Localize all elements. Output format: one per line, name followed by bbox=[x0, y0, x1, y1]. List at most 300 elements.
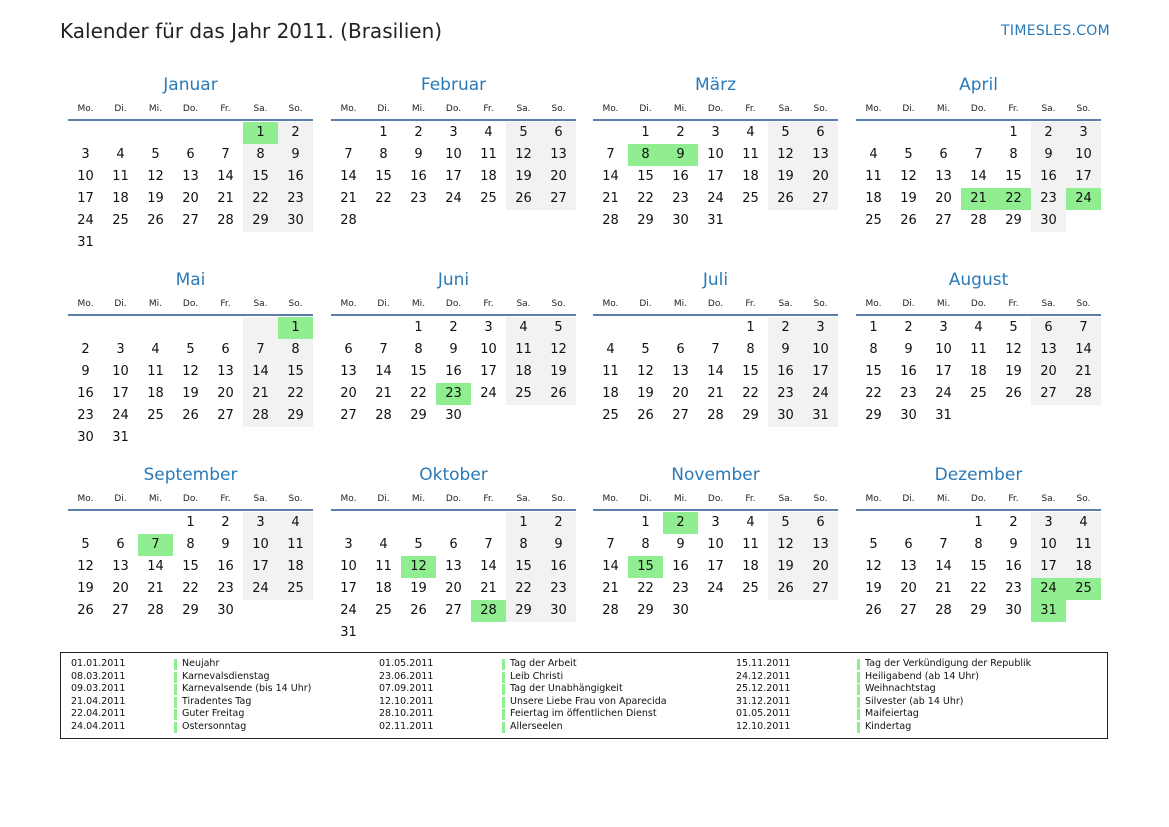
holiday-marker bbox=[502, 672, 505, 683]
day-cell: 20 bbox=[182, 191, 199, 206]
day-cell: 12 bbox=[147, 169, 164, 184]
day-cell: 5 bbox=[414, 537, 423, 552]
week-row bbox=[68, 232, 313, 254]
day-cell: 25 bbox=[480, 191, 497, 206]
empty-cell bbox=[506, 210, 541, 232]
weekday-label: Di. bbox=[114, 494, 127, 504]
day-cell: 6 bbox=[449, 537, 458, 552]
day-cell: 16 bbox=[1005, 559, 1022, 574]
week-row bbox=[593, 339, 838, 361]
day-cell: 31 bbox=[707, 213, 724, 228]
day-cell: 12 bbox=[900, 169, 917, 184]
empty-cell bbox=[366, 317, 401, 339]
empty-cell bbox=[471, 512, 506, 534]
day-cell: 6 bbox=[221, 342, 230, 357]
empty-cell bbox=[803, 210, 838, 232]
week-row bbox=[68, 144, 313, 166]
day-cell: 14 bbox=[935, 559, 952, 574]
week-row bbox=[68, 166, 313, 188]
day-cell: 20 bbox=[340, 386, 357, 401]
day-cell: 14 bbox=[340, 169, 357, 184]
week-row bbox=[593, 144, 838, 166]
day-cell: 11 bbox=[742, 147, 759, 162]
day-cell: 14 bbox=[602, 169, 619, 184]
day-cell: 15 bbox=[243, 166, 278, 188]
week-row bbox=[593, 383, 838, 405]
empty-cell bbox=[68, 317, 103, 339]
holiday-name: Neujahr bbox=[182, 658, 220, 669]
week-row bbox=[68, 405, 313, 427]
holiday-name: Ostersonntag bbox=[182, 720, 247, 732]
day-cell: 22 bbox=[410, 386, 427, 401]
weekday-label: Fr. bbox=[220, 299, 231, 309]
empty-cell bbox=[138, 427, 173, 449]
weekday-label: So. bbox=[288, 494, 303, 504]
day-cell: 31 bbox=[803, 405, 838, 427]
day-cell: 26 bbox=[865, 603, 882, 618]
holiday-entry bbox=[736, 671, 1096, 684]
empty-cell bbox=[996, 405, 1031, 427]
weekday-label: Fr. bbox=[1008, 299, 1019, 309]
weekday-label: Sa. bbox=[253, 494, 268, 504]
day-cell: 6 bbox=[344, 342, 353, 357]
week-row bbox=[593, 166, 838, 188]
day-cell: 16 bbox=[1031, 166, 1066, 188]
weekday-label: Sa. bbox=[1041, 299, 1056, 309]
holiday-entry bbox=[736, 721, 1096, 734]
empty-cell bbox=[593, 317, 628, 339]
week-row bbox=[68, 427, 313, 449]
day-cell: 2 bbox=[904, 320, 913, 335]
holiday-marker bbox=[174, 684, 177, 695]
day-cell: 23 bbox=[768, 383, 803, 405]
day-cell: 26 bbox=[900, 213, 917, 228]
weekday-header bbox=[593, 489, 838, 511]
day-cell: 4 bbox=[484, 125, 493, 140]
holiday-marker bbox=[857, 722, 860, 733]
day-cell: 27 bbox=[112, 603, 129, 618]
day-cell: 15 bbox=[628, 556, 663, 578]
weekday-label: Mo. bbox=[77, 299, 94, 309]
empty-cell bbox=[506, 405, 541, 427]
weekday-label: So. bbox=[551, 299, 566, 309]
empty-cell bbox=[243, 232, 278, 254]
holiday-name: Tag der Arbeit bbox=[510, 658, 577, 669]
weekday-label: Sa. bbox=[1041, 104, 1056, 114]
day-cell: 20 bbox=[803, 166, 838, 188]
empty-cell bbox=[436, 512, 471, 534]
day-cell: 7 bbox=[344, 147, 353, 162]
holiday-legend bbox=[60, 652, 1108, 739]
day-cell: 15 bbox=[742, 364, 759, 379]
day-cell: 23 bbox=[900, 386, 917, 401]
day-cell: 10 bbox=[1031, 534, 1066, 556]
weekday-label: Do. bbox=[182, 104, 199, 114]
day-cell: 24 bbox=[340, 603, 357, 618]
holiday-entry bbox=[736, 683, 1096, 696]
empty-cell bbox=[331, 512, 366, 534]
day-cell: 30 bbox=[77, 430, 94, 445]
day-cell: 18 bbox=[278, 556, 313, 578]
week-row bbox=[331, 361, 576, 383]
holiday-date: 12.10.2011 bbox=[379, 695, 434, 707]
day-cell: 14 bbox=[602, 559, 619, 574]
day-cell: 17 bbox=[707, 559, 724, 574]
day-cell: 3 bbox=[1066, 122, 1101, 144]
month-4 bbox=[856, 71, 1101, 232]
weekday-label: Di. bbox=[639, 299, 652, 309]
week-row bbox=[593, 578, 838, 600]
month-name: September bbox=[143, 465, 238, 485]
weekday-label: So. bbox=[813, 104, 828, 114]
day-cell: 27 bbox=[672, 408, 689, 423]
day-cell: 14 bbox=[217, 169, 234, 184]
day-cell: 4 bbox=[506, 317, 541, 339]
day-cell: 27 bbox=[900, 603, 917, 618]
week-row bbox=[856, 210, 1101, 232]
day-cell: 18 bbox=[865, 191, 882, 206]
month-11 bbox=[593, 461, 838, 622]
holiday-name: Unsere Liebe Frau von Aparecida bbox=[510, 695, 667, 707]
day-cell: 28 bbox=[340, 213, 357, 228]
empty-cell bbox=[1031, 405, 1066, 427]
holiday-marker bbox=[857, 672, 860, 683]
day-cell: 4 bbox=[746, 125, 755, 140]
day-cell: 25 bbox=[147, 408, 164, 423]
empty-cell bbox=[208, 427, 243, 449]
day-cell: 3 bbox=[711, 125, 720, 140]
page-title: Kalender für das Jahr 2011. (Brasilien) bbox=[60, 19, 443, 43]
weekday-label: Mi. bbox=[673, 494, 688, 504]
weekday-label: So. bbox=[1076, 104, 1091, 114]
day-cell: 2 bbox=[1009, 515, 1018, 530]
day-cell: 18 bbox=[147, 386, 164, 401]
week-row bbox=[331, 210, 576, 232]
weekday-label: Sa. bbox=[1041, 494, 1056, 504]
month-9 bbox=[68, 461, 313, 622]
day-cell: 1 bbox=[641, 515, 650, 530]
holiday-marker bbox=[502, 697, 505, 708]
day-cell: 19 bbox=[77, 581, 94, 596]
week-row bbox=[68, 512, 313, 534]
day-cell: 4 bbox=[151, 342, 160, 357]
holiday-date: 25.12.2011 bbox=[736, 683, 791, 695]
empty-cell bbox=[366, 512, 401, 534]
day-cell: 4 bbox=[379, 537, 388, 552]
weekday-label: Di. bbox=[377, 299, 390, 309]
day-cell: 17 bbox=[480, 364, 497, 379]
empty-cell bbox=[1066, 600, 1101, 622]
day-cell: 10 bbox=[707, 147, 724, 162]
month-name: Juni bbox=[437, 270, 470, 290]
day-cell: 27 bbox=[935, 213, 952, 228]
day-cell: 22 bbox=[375, 191, 392, 206]
day-cell: 17 bbox=[935, 364, 952, 379]
day-cell: 29 bbox=[1005, 213, 1022, 228]
day-cell: 5 bbox=[904, 147, 913, 162]
day-cell: 5 bbox=[541, 317, 576, 339]
day-cell: 23 bbox=[672, 581, 689, 596]
day-cell: 3 bbox=[939, 320, 948, 335]
day-cell: 23 bbox=[410, 191, 427, 206]
day-cell: 8 bbox=[243, 144, 278, 166]
day-cell: 8 bbox=[746, 342, 755, 357]
empty-cell bbox=[278, 427, 313, 449]
day-cell: 8 bbox=[278, 339, 313, 361]
holiday-column bbox=[71, 658, 371, 734]
day-cell: 12 bbox=[637, 364, 654, 379]
empty-cell bbox=[471, 210, 506, 232]
day-cell: 13 bbox=[217, 364, 234, 379]
month-3 bbox=[593, 71, 838, 232]
day-cell: 21 bbox=[243, 383, 278, 405]
week-row bbox=[331, 512, 576, 534]
weekday-label: Fr. bbox=[483, 494, 494, 504]
day-cell: 1 bbox=[379, 125, 388, 140]
day-cell: 6 bbox=[541, 122, 576, 144]
day-cell: 5 bbox=[869, 537, 878, 552]
weekday-label: Do. bbox=[707, 299, 724, 309]
holiday-date: 09.03.2011 bbox=[71, 683, 126, 695]
weekday-label: So. bbox=[813, 299, 828, 309]
week-row bbox=[331, 383, 576, 405]
empty-cell bbox=[278, 600, 313, 622]
weekday-label: Fr. bbox=[1008, 104, 1019, 114]
day-cell: 21 bbox=[961, 188, 996, 210]
brand-link[interactable]: TIMESLES.COM bbox=[1001, 23, 1110, 39]
weekday-header bbox=[593, 99, 838, 121]
weekday-label: Mi. bbox=[673, 299, 688, 309]
holiday-marker bbox=[502, 722, 505, 733]
day-cell: 28 bbox=[243, 405, 278, 427]
day-cell: 6 bbox=[803, 512, 838, 534]
day-cell: 27 bbox=[803, 188, 838, 210]
month-5 bbox=[68, 266, 313, 449]
month-name: April bbox=[959, 75, 998, 95]
day-cell: 1 bbox=[414, 320, 423, 335]
weekday-label: Fr. bbox=[483, 104, 494, 114]
week-row bbox=[593, 512, 838, 534]
holiday-name: Maifeiertag bbox=[865, 708, 919, 720]
day-cell: 8 bbox=[414, 342, 423, 357]
week-row bbox=[331, 534, 576, 556]
day-cell: 21 bbox=[147, 581, 164, 596]
day-cell: 28 bbox=[471, 600, 506, 622]
week-row bbox=[593, 534, 838, 556]
empty-cell bbox=[138, 317, 173, 339]
month-7 bbox=[593, 266, 838, 427]
week-row bbox=[68, 361, 313, 383]
weekday-label: Mo. bbox=[602, 104, 619, 114]
week-row bbox=[856, 166, 1101, 188]
weekday-label: Do. bbox=[707, 104, 724, 114]
day-cell: 16 bbox=[410, 169, 427, 184]
day-cell: 23 bbox=[1031, 188, 1066, 210]
day-cell: 17 bbox=[707, 169, 724, 184]
holiday-entry bbox=[71, 683, 371, 696]
day-cell: 30 bbox=[1031, 210, 1066, 232]
day-cell: 13 bbox=[182, 169, 199, 184]
day-cell: 18 bbox=[1066, 556, 1101, 578]
day-cell: 28 bbox=[602, 603, 619, 618]
day-cell: 25 bbox=[506, 383, 541, 405]
day-cell: 26 bbox=[768, 578, 803, 600]
week-row bbox=[331, 188, 576, 210]
day-cell: 31 bbox=[935, 408, 952, 423]
empty-cell bbox=[331, 122, 366, 144]
day-cell: 18 bbox=[506, 361, 541, 383]
day-cell: 4 bbox=[869, 147, 878, 162]
day-cell: 21 bbox=[480, 581, 497, 596]
day-cell: 16 bbox=[541, 556, 576, 578]
day-cell: 11 bbox=[112, 169, 129, 184]
empty-cell bbox=[138, 232, 173, 254]
day-cell: 11 bbox=[742, 537, 759, 552]
day-cell: 27 bbox=[1031, 383, 1066, 405]
day-cell: 19 bbox=[506, 166, 541, 188]
week-row bbox=[593, 405, 838, 427]
weekday-label: So. bbox=[813, 494, 828, 504]
day-cell: 31 bbox=[112, 430, 129, 445]
month-10 bbox=[331, 461, 576, 644]
weekday-header bbox=[593, 294, 838, 316]
holiday-entry bbox=[379, 696, 679, 709]
day-cell: 2 bbox=[663, 512, 698, 534]
day-cell: 25 bbox=[278, 578, 313, 600]
day-cell: 30 bbox=[768, 405, 803, 427]
day-cell: 28 bbox=[375, 408, 392, 423]
day-cell: 12 bbox=[865, 559, 882, 574]
day-cell: 26 bbox=[1005, 386, 1022, 401]
weekday-label: Di. bbox=[377, 104, 390, 114]
day-cell: 31 bbox=[1031, 600, 1066, 622]
holiday-entry bbox=[379, 683, 679, 696]
day-cell: 19 bbox=[637, 386, 654, 401]
holiday-marker bbox=[857, 684, 860, 695]
holiday-marker bbox=[502, 659, 505, 670]
weekday-label: Sa. bbox=[778, 299, 793, 309]
weekday-label: Fr. bbox=[745, 299, 756, 309]
weekday-header bbox=[68, 294, 313, 316]
day-cell: 8 bbox=[186, 537, 195, 552]
day-cell: 22 bbox=[278, 383, 313, 405]
day-cell: 1 bbox=[506, 512, 541, 534]
day-cell: 5 bbox=[151, 147, 160, 162]
day-cell: 5 bbox=[506, 122, 541, 144]
day-cell: 16 bbox=[217, 559, 234, 574]
day-cell: 24 bbox=[112, 408, 129, 423]
weekday-label: Mi. bbox=[936, 104, 951, 114]
day-cell: 13 bbox=[900, 559, 917, 574]
empty-cell bbox=[208, 122, 243, 144]
holiday-date: 31.12.2011 bbox=[736, 695, 791, 707]
day-cell: 29 bbox=[410, 408, 427, 423]
empty-cell bbox=[103, 122, 138, 144]
day-cell: 19 bbox=[768, 556, 803, 578]
week-row bbox=[68, 210, 313, 232]
day-cell: 14 bbox=[970, 169, 987, 184]
day-cell: 29 bbox=[637, 603, 654, 618]
day-cell: 28 bbox=[935, 603, 952, 618]
empty-cell bbox=[68, 512, 103, 534]
day-cell: 23 bbox=[77, 408, 94, 423]
weekday-label: Mo. bbox=[340, 494, 357, 504]
day-cell: 15 bbox=[637, 169, 654, 184]
day-cell: 19 bbox=[768, 166, 803, 188]
week-row bbox=[331, 166, 576, 188]
week-row bbox=[68, 600, 313, 622]
empty-cell bbox=[891, 512, 926, 534]
month-name: November bbox=[671, 465, 760, 485]
week-row bbox=[331, 578, 576, 600]
day-cell: 10 bbox=[77, 169, 94, 184]
holiday-name: Leib Christi bbox=[510, 670, 564, 682]
day-cell: 30 bbox=[672, 603, 689, 618]
day-cell: 7 bbox=[606, 147, 615, 162]
holiday-marker bbox=[174, 709, 177, 720]
day-cell: 20 bbox=[217, 386, 234, 401]
weekday-label: Mi. bbox=[411, 104, 426, 114]
week-row bbox=[856, 600, 1101, 622]
empty-cell bbox=[366, 622, 401, 644]
day-cell: 4 bbox=[116, 147, 125, 162]
week-row bbox=[856, 188, 1101, 210]
weekday-label: Do. bbox=[182, 299, 199, 309]
week-row bbox=[331, 556, 576, 578]
weekday-header bbox=[331, 99, 576, 121]
day-cell: 24 bbox=[77, 213, 94, 228]
holiday-name: Silvester (ab 14 Uhr) bbox=[865, 695, 964, 707]
day-cell: 3 bbox=[243, 512, 278, 534]
day-cell: 23 bbox=[278, 188, 313, 210]
weekday-label: Mo. bbox=[340, 104, 357, 114]
day-cell: 26 bbox=[147, 213, 164, 228]
holiday-name: Karnevalsende (bis 14 Uhr) bbox=[182, 683, 312, 695]
holiday-name: Kindertag bbox=[865, 720, 912, 732]
weekday-label: Do. bbox=[182, 494, 199, 504]
day-cell: 12 bbox=[541, 339, 576, 361]
day-cell: 10 bbox=[445, 147, 462, 162]
week-row bbox=[856, 534, 1101, 556]
day-cell: 13 bbox=[672, 364, 689, 379]
empty-cell bbox=[401, 512, 436, 534]
weekday-label: Mo. bbox=[602, 299, 619, 309]
day-cell: 3 bbox=[803, 317, 838, 339]
day-cell: 15 bbox=[375, 169, 392, 184]
holiday-entry bbox=[71, 658, 371, 671]
day-cell: 26 bbox=[768, 188, 803, 210]
day-cell: 11 bbox=[865, 169, 882, 184]
month-12 bbox=[856, 461, 1101, 622]
week-row bbox=[856, 122, 1101, 144]
day-cell: 18 bbox=[970, 364, 987, 379]
day-cell: 30 bbox=[900, 408, 917, 423]
day-cell: 30 bbox=[541, 600, 576, 622]
day-cell: 27 bbox=[217, 408, 234, 423]
day-cell: 27 bbox=[803, 578, 838, 600]
day-cell: 11 bbox=[480, 147, 497, 162]
empty-cell bbox=[803, 600, 838, 622]
week-row bbox=[593, 556, 838, 578]
day-cell: 21 bbox=[602, 581, 619, 596]
month-name: Februar bbox=[420, 75, 487, 95]
holiday-date: 22.04.2011 bbox=[71, 708, 126, 720]
day-cell: 19 bbox=[541, 361, 576, 383]
holiday-name: Allerseelen bbox=[510, 720, 563, 732]
empty-cell bbox=[401, 622, 436, 644]
holiday-entry bbox=[71, 696, 371, 709]
holiday-column bbox=[736, 658, 1096, 734]
